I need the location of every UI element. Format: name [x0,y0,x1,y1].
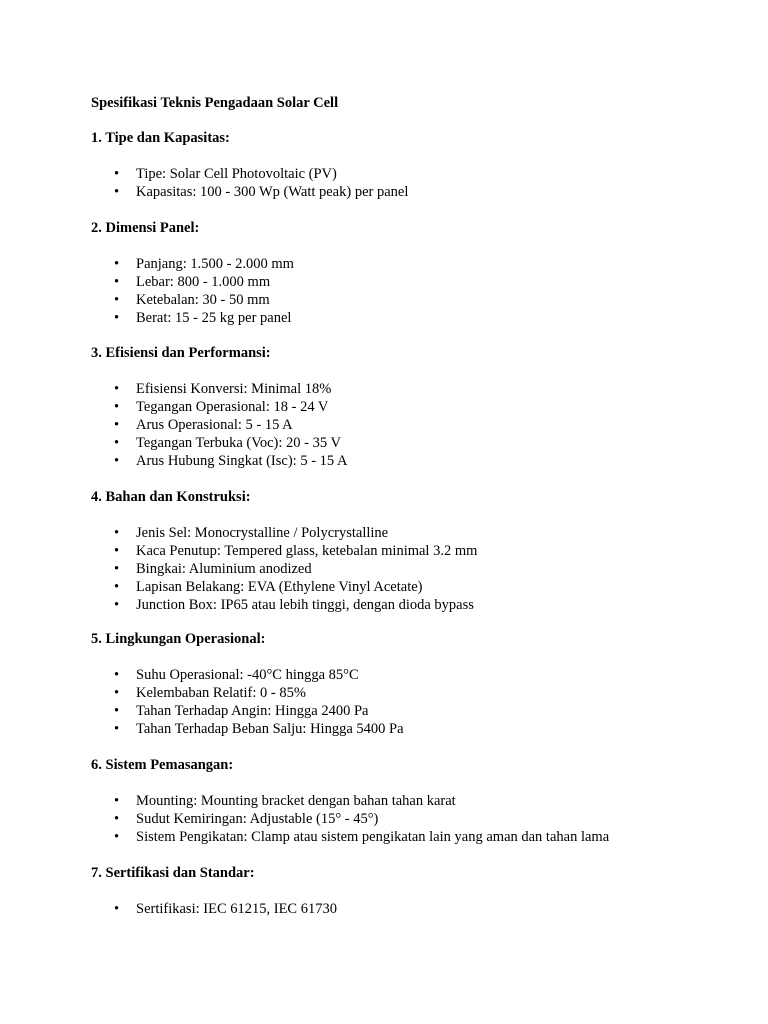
list-item [91,720,711,738]
list-item [91,702,711,720]
bullet-icon: • [114,597,120,613]
list-item-text: Lapisan Belakang: EVA (Ethylene Vinyl Acetate) [136,579,423,595]
bullet-icon: • [114,811,120,827]
list-item-text: Arus Hubung Singkat (Isc): 5 - 15 A [136,453,348,469]
section-heading: 5. Lingkungan Operasional: [91,631,266,647]
bullet-list [91,900,711,918]
list-item-text: Berat: 15 - 25 kg per panel [136,310,292,326]
section-efisiensi-performansi [91,344,711,470]
bullet-list [91,380,711,470]
bullet-icon: • [114,256,120,272]
bullet-icon: • [114,829,120,845]
list-item [91,596,711,614]
document-title: Spesifikasi Teknis Pengadaan Solar Cell [91,95,339,111]
list-item [91,165,711,183]
bullet-icon: • [114,166,120,182]
list-item [91,810,711,828]
list-item-text: Sistem Pengikatan: Clamp atau sistem pengikatan lain yang aman dan tahan lama [136,829,610,845]
list-item [91,273,711,291]
bullet-icon: • [114,381,120,397]
section-dimensi-panel [91,219,711,327]
bullet-icon: • [114,667,120,683]
list-item-text: Jenis Sel: Monocrystalline / Polycrystalline [136,525,389,541]
list-item [91,434,711,452]
bullet-icon: • [114,543,120,559]
section-bahan-konstruksi [91,488,711,614]
list-item [91,291,711,309]
bullet-icon: • [114,184,120,200]
bullet-icon: • [114,793,120,809]
list-item [91,398,711,416]
bullet-icon: • [114,685,120,701]
bullet-icon: • [114,310,120,326]
section-heading: 3. Efisiensi dan Performansi: [91,345,271,361]
bullet-list [91,255,711,327]
list-item-text: Tegangan Operasional: 18 - 24 V [136,399,329,415]
list-item-text: Bingkai: Aluminium anodized [136,561,312,577]
section-lingkungan-operasional [91,630,711,738]
bullet-icon: • [114,453,120,469]
bullet-icon: • [114,579,120,595]
list-item-text: Junction Box: IP65 atau lebih tinggi, dengan dioda bypass [136,597,474,613]
list-item-text: Tegangan Terbuka (Voc): 20 - 35 V [136,435,341,451]
list-item [91,578,711,596]
section-sistem-pemasangan [91,756,711,846]
list-item [91,828,711,846]
section-heading: 7. Sertifikasi dan Standar: [91,865,255,881]
list-item-text: Kelembaban Relatif: 0 - 85% [136,685,306,701]
list-item-text: Ketebalan: 30 - 50 mm [136,292,270,308]
list-item-text: Panjang: 1.500 - 2.000 mm [136,256,294,272]
bullet-list [91,165,711,201]
bullet-icon: • [114,561,120,577]
bullet-icon: • [114,417,120,433]
list-item-text: Tipe: Solar Cell Photovoltaic (PV) [136,166,337,182]
list-item [91,524,711,542]
list-item-text: Tahan Terhadap Angin: Hingga 2400 Pa [136,703,369,719]
list-item-text: Lebar: 800 - 1.000 mm [136,274,271,290]
section-heading: 1. Tipe dan Kapasitas: [91,130,230,146]
bullet-list [91,792,711,846]
bullet-list [91,524,711,614]
bullet-icon: • [114,274,120,290]
bullet-icon: • [114,435,120,451]
list-item-text: Efisiensi Konversi: Minimal 18% [136,381,332,397]
bullet-icon: • [114,721,120,737]
bullet-icon: • [114,292,120,308]
list-item-text: Arus Operasional: 5 - 15 A [136,417,293,433]
list-item [91,416,711,434]
list-item [91,900,711,918]
list-item [91,380,711,398]
section-sertifikasi-standar [91,864,711,918]
list-item-text: Sudut Kemiringan: Adjustable (15° - 45°) [136,811,379,827]
list-item [91,452,711,470]
section-heading: 4. Bahan dan Konstruksi: [91,489,251,505]
bullet-icon: • [114,399,120,415]
list-item [91,666,711,684]
bullet-icon: • [114,525,120,541]
list-item [91,560,711,578]
list-item-text: Tahan Terhadap Beban Salju: Hingga 5400 Pa [136,721,404,737]
section-heading: 6. Sistem Pemasangan: [91,757,234,773]
section-tipe-kapasitas [91,129,711,201]
list-item [91,542,711,560]
list-item-text: Mounting: Mounting bracket dengan bahan tahan karat [136,793,456,809]
list-item-text: Suhu Operasional: -40°C hingga 85°C [136,667,359,683]
list-item [91,255,711,273]
bullet-icon: • [114,703,120,719]
bullet-icon: • [114,901,120,917]
section-heading: 2. Dimensi Panel: [91,220,200,236]
list-item-text: Sertifikasi: IEC 61215, IEC 61730 [136,901,337,917]
list-item-text: Kapasitas: 100 - 300 Wp (Watt peak) per panel [136,184,409,200]
list-item [91,183,711,201]
list-item [91,792,711,810]
list-item-text: Kaca Penutup: Tempered glass, ketebalan minimal 3.2 mm [136,543,478,559]
list-item [91,309,711,327]
bullet-list [91,666,711,738]
list-item [91,684,711,702]
